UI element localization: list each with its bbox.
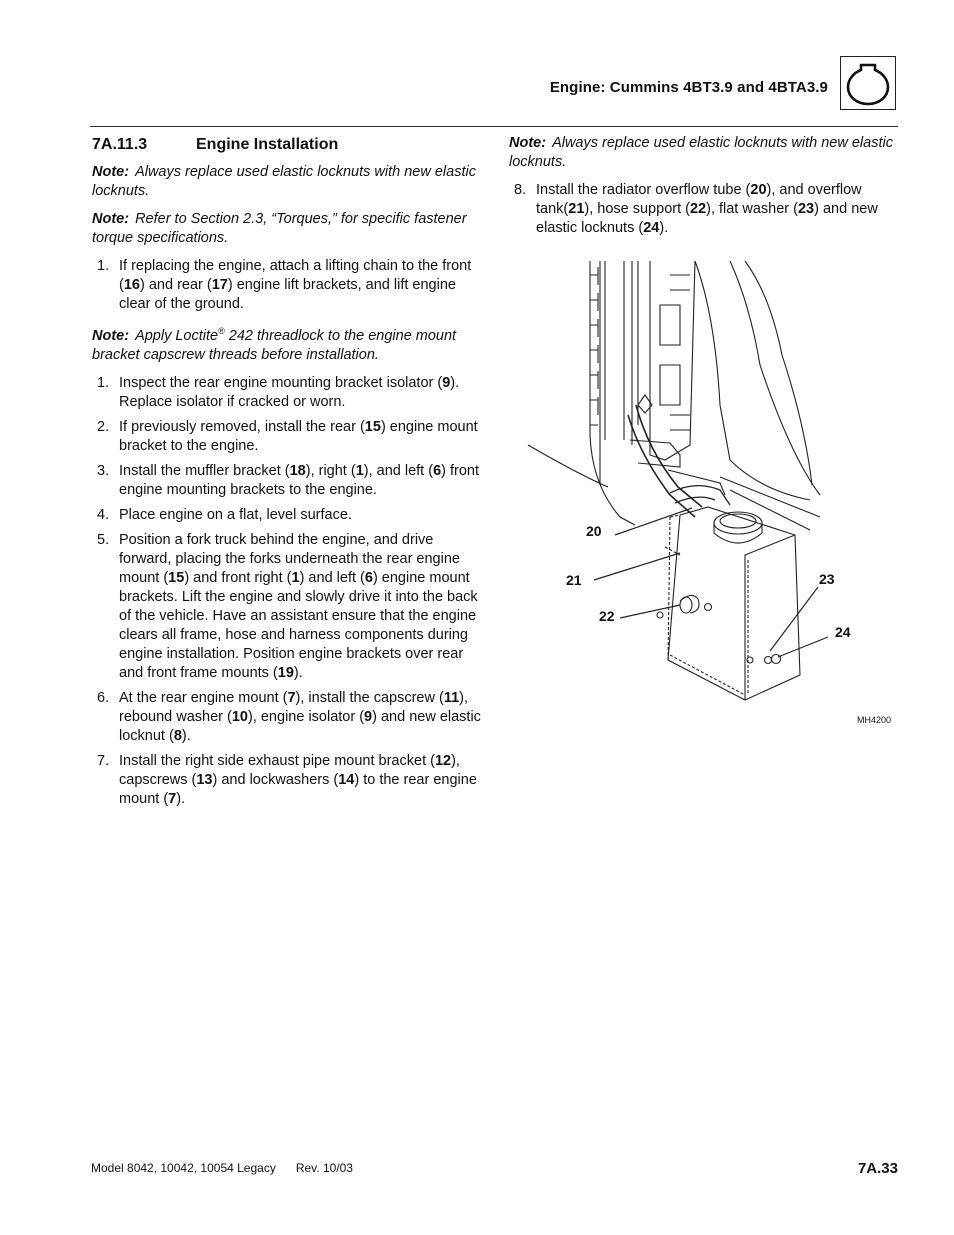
step-text: ), rebound washer ( xyxy=(119,689,469,725)
list-item xyxy=(509,181,899,238)
step-text: At the rear engine mount ( xyxy=(119,689,288,706)
callout-20: 20 xyxy=(586,523,602,539)
ref-number: 8 xyxy=(173,727,182,744)
list-item xyxy=(92,531,484,683)
ref-number: 14 xyxy=(338,771,355,788)
step-text: ), install the capscrew ( xyxy=(295,689,444,706)
step-text: ) and left ( xyxy=(299,569,365,586)
list-item xyxy=(92,418,484,456)
step-text: ). xyxy=(176,790,186,807)
left-column xyxy=(92,134,484,817)
step-text: ), and overflow tank( xyxy=(536,182,862,217)
ref-number: 10 xyxy=(231,708,248,725)
step-number: 1. xyxy=(97,258,110,274)
ref-number: 15 xyxy=(168,569,185,586)
ref-number: 17 xyxy=(211,277,228,293)
header-divider xyxy=(90,126,898,127)
step-number: 5. xyxy=(97,531,110,548)
step-text: ), flat washer ( xyxy=(706,201,798,217)
step-text: ), hose support ( xyxy=(584,201,690,217)
step-text: Install the radiator overflow tube ( xyxy=(536,182,751,198)
engine-section-icon xyxy=(840,56,896,110)
ref-number: 16 xyxy=(123,277,140,293)
step-text: ). xyxy=(659,220,669,236)
step-number: 3. xyxy=(97,462,110,479)
ref-number: 13 xyxy=(196,771,213,788)
step-text: ) engine lift brackets, and lift engine clear of the ground. xyxy=(119,277,456,312)
note-text: 242 threadlock to the engine mount bracket capscrew threads before installation. xyxy=(92,327,457,363)
step-number: 6. xyxy=(97,689,110,706)
ref-number: 6 xyxy=(364,569,373,586)
list-item xyxy=(92,752,484,809)
right-column xyxy=(509,134,899,246)
ref-number: 19 xyxy=(277,664,294,681)
step-text: Install the muffler bracket ( xyxy=(119,462,290,479)
ref-number: 15 xyxy=(364,418,381,435)
footer-model-info xyxy=(91,1161,353,1175)
figure-id: MH4200 xyxy=(857,715,892,725)
list-item xyxy=(92,506,484,525)
step-text: ) and new elastic locknuts ( xyxy=(536,201,878,236)
ref-number: 1 xyxy=(355,462,364,479)
page-header-title: Engine: Cummins 4BT3.9 and 4BTA3.9 xyxy=(549,79,828,96)
note-text: Refer to Section 2.3, “Torques,” for specific fastener torque specifications. xyxy=(92,211,467,246)
ref-number: 9 xyxy=(364,708,373,725)
note-loctite xyxy=(92,322,484,365)
ref-number: 12 xyxy=(434,752,452,769)
step-text: ) and front right ( xyxy=(184,569,292,586)
note-text: Always replace used elastic locknuts with new elastic locknuts. xyxy=(92,164,476,199)
ref-number: 6 xyxy=(433,462,442,479)
step-number: 2. xyxy=(97,418,110,435)
section-title: Engine Installation xyxy=(196,136,339,153)
step-text: ), right ( xyxy=(305,462,356,479)
note-label: Note: xyxy=(92,211,130,227)
ref-number: 24 xyxy=(643,220,660,236)
step-text: ) and lockwashers ( xyxy=(212,771,339,788)
footer-model: Model 8042, 10042, 10054 Legacy xyxy=(91,1161,276,1175)
step-text: ), engine isolator ( xyxy=(247,708,365,725)
step-text: ). xyxy=(181,727,191,744)
step-text: Install the right side exhaust pipe mount bracket ( xyxy=(119,752,435,769)
ref-number: 1 xyxy=(291,569,300,586)
ref-number: 11 xyxy=(443,689,460,706)
step-number: 1. xyxy=(97,374,110,391)
ref-number: 21 xyxy=(568,201,585,217)
list-item xyxy=(92,462,484,500)
step-number: 7. xyxy=(97,752,110,769)
page-number: 7A.33 xyxy=(857,1160,898,1177)
step-text: ). xyxy=(293,664,303,681)
section-number: 7A.11.3 xyxy=(92,136,148,153)
ref-number: 22 xyxy=(689,201,707,217)
step-text: ) engine mount brackets. Lift the engine and slowly drive it into the back of the vehicle. Have an assistant ensure that the engine clears all frame, hose and harness components during engine installation. Position engine brackets over rear and front frame mounts ( xyxy=(119,569,478,681)
ref-number: 7 xyxy=(287,689,296,706)
callout-22: 22 xyxy=(599,608,615,624)
registered-mark: ® xyxy=(218,326,225,336)
step-text: Inspect the rear engine mounting bracket isolator ( xyxy=(119,374,443,391)
ref-number: 9 xyxy=(442,374,451,391)
note-locknuts xyxy=(509,134,899,172)
ref-number: 23 xyxy=(797,201,815,217)
step-text: ), and left ( xyxy=(363,462,434,479)
callout-23: 23 xyxy=(819,571,835,587)
step-text: ) to the rear engine mount ( xyxy=(119,771,477,807)
list-item xyxy=(92,689,484,746)
step-text: ) and new elastic locknut ( xyxy=(119,708,481,744)
note-text: Apply Loctite xyxy=(135,327,219,344)
note-label: Note: xyxy=(509,135,547,151)
footer-revision: Rev. 10/03 xyxy=(295,1161,353,1175)
section-heading xyxy=(92,135,484,154)
list-item xyxy=(92,374,484,412)
step-text: ), capscrews ( xyxy=(119,752,460,788)
step-text: ) and rear ( xyxy=(139,277,212,293)
lift-steps-list xyxy=(92,257,484,314)
callout-21: 21 xyxy=(566,572,582,588)
installation-steps-list xyxy=(92,374,484,809)
overflow-tank-illustration xyxy=(520,255,898,745)
note-locknuts xyxy=(92,163,484,201)
step-number: 4. xyxy=(97,506,110,523)
overflow-steps-list xyxy=(509,181,899,238)
ref-number: 18 xyxy=(289,462,306,479)
callout-24: 24 xyxy=(835,624,851,640)
list-item xyxy=(92,257,484,314)
note-torques xyxy=(92,210,484,248)
note-text: Always replace used elastic locknuts with new elastic locknuts. xyxy=(509,135,893,170)
step-text: If replacing the engine, attach a lifting chain to the front ( xyxy=(119,258,472,293)
step-number: 8. xyxy=(514,182,527,198)
ref-number: 20 xyxy=(750,182,767,198)
step-text: Place engine on a flat, level surface. xyxy=(119,506,352,523)
step-text: ) front engine mounting brackets to the engine. xyxy=(119,462,480,498)
step-text: If previously removed, install the rear ( xyxy=(119,418,365,435)
note-label: Note: xyxy=(92,327,130,344)
ref-number: 7 xyxy=(168,790,177,807)
note-label: Note: xyxy=(92,164,130,180)
step-text: ) engine mount bracket to the engine. xyxy=(119,418,478,454)
step-text: ). Replace isolator if cracked or worn. xyxy=(119,374,460,410)
step-text: Position a fork truck behind the engine, and drive forward, placing the forks underneath the rear engine mount ( xyxy=(119,531,460,586)
